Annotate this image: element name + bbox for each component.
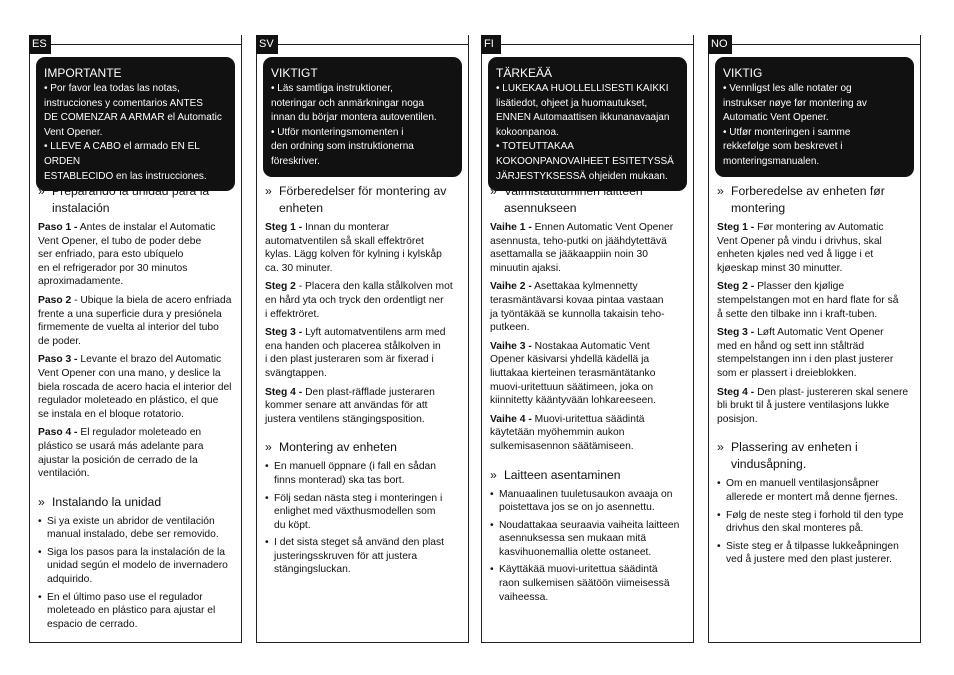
chevron-right-icon: » <box>717 184 724 198</box>
notice-line: • Läs samtliga instruktioner, <box>271 83 393 94</box>
step-paragraph: Steg 1 - Innan du monterar automatventilen så skall effektröret kylas. Lägg kolven för kylning i kylskåp ca. 30 minuter. <box>265 222 442 274</box>
chevron-right-icon: » <box>265 184 272 198</box>
step-paragraph: Vaihe 2 - Asettakaa kylmennetty terasmäntävarsi kovaa pintaa vastaan ja työntäkää se kunnolla takaisin teho- putkeen. <box>490 281 665 334</box>
notice-title: VIKTIG <box>723 66 763 80</box>
bullet-item: • Siste steg er å tilpasse lukkeåpningen ved å justere med den plast justerer. <box>717 540 899 566</box>
column-es <box>29 35 242 643</box>
language-tag: FI <box>481 35 501 54</box>
bullet-item: • Käyttäkää muovi-uritettua säädintä raon sulkemisen säätöön viimeisessä vaiheessa. <box>490 564 670 603</box>
step-paragraph: Paso 1 - Antes de instalar el Automatic Vent Opener, el tubo de poder debe ser enfriado, para esto ubíquelo en el refrigerador por 30 minutos aproximadamente. <box>38 222 216 288</box>
notice-line: innan du börjar montera autoventilen. <box>271 112 437 124</box>
bullet-item: • Om en manuell ventilasjonsåpner allerede er montert må denne fjernes. <box>717 478 898 503</box>
chevron-right-icon: » <box>717 440 724 455</box>
step-paragraph: Steg 3 - Løft Automatic Vent Opener med en hånd og sett inn stålträd stempelstangen inn i den plast justerer som er plassert i dreieblokken. <box>717 327 894 379</box>
section-heading: » Laitteen asentaminen <box>490 467 621 482</box>
notice-line: lisätiedot, ohjeet ja huomautukset, <box>496 97 648 109</box>
notice-line: JÄRJESTYKSESSÄ ohjeiden mukaan. <box>496 170 668 182</box>
section-heading: » Preparando la unidad para la instalación <box>38 184 210 215</box>
notice-line: • Por favor lea todas las notas, <box>44 83 180 94</box>
notice-title: VIKTIGT <box>271 66 318 80</box>
bullet-item: • En manuell öppnare (i fall en sådan finns monterad) ska tas bort. <box>265 461 436 486</box>
notice-line: monteringsmanualen. <box>723 155 820 167</box>
notice-line: noteringar och anmärkningar noga <box>271 97 424 109</box>
important-notice <box>36 57 235 191</box>
notice-line: ENNEN Automaattisen ikkunanavaajan <box>496 112 670 124</box>
notice-line: • LUKEKAA HUOLLELLISESTI KAIKKI <box>496 83 669 94</box>
step-paragraph: Vaihe 3 - Nostakaa Automatic Vent Opener käsivarsi yhdellä kädellä ja liuttakaa kierteinen terasmäntätanko muovi-uritettuun säätimeen, joka on kiinnitetty kääntyvään lohkareeseen. <box>490 340 656 407</box>
column-body <box>717 183 914 571</box>
notice-line: rekkefølge som beskrevet i <box>723 141 843 153</box>
chevron-right-icon: » <box>490 184 497 198</box>
section-heading: » Förberedelser för montering av enheten <box>265 184 447 215</box>
chevron-right-icon: » <box>38 184 45 198</box>
bullet-item: • En el último paso use el regulador moleteado en plástico para ajustar el espacio de cerrado. <box>38 591 216 630</box>
language-tag: ES <box>29 35 51 54</box>
language-tag: NO <box>708 35 732 54</box>
step-paragraph: Steg 3 - Lyft automatventilens arm med ena handen och placerea stålkolven in i den plast justeraren som är fixerad i svängtappen. <box>265 327 446 379</box>
bullet-item: • I det sista steget så använd den plast justeringsskruven för att justera stängingsluckan. <box>265 537 445 576</box>
notice-line: instrukser nøye før montering av <box>723 97 867 109</box>
bullet-item: • Följ sedan nästa steg i monteringen i enlighet med växthusmodellen som du köpt. <box>265 492 443 531</box>
column-no <box>708 35 921 643</box>
step-paragraph: Steg 4 - Den plast-räfflade justeraren kommer senare att användas för att justera ventilens stängingsposition. <box>265 386 435 425</box>
notice-line: • Vennligst les alle notater og <box>723 83 852 94</box>
notice-line: Vent Opener. <box>44 126 103 138</box>
important-notice <box>715 57 914 177</box>
chevron-right-icon: » <box>38 494 45 509</box>
step-paragraph: Steg 4 - Den plast- justereren skal senere bli brukt til å justere ventilasjons lukke posisjon. <box>717 386 909 425</box>
section-heading: » Valmistautuminen laitteen asennukseen <box>490 184 643 215</box>
notice-line: föreskriver. <box>271 155 320 167</box>
notice-line: DE COMENZAR A ARMAR el Automatic <box>44 112 222 124</box>
notice-line: • Utfør monteringen i samme <box>723 126 851 138</box>
important-notice <box>488 57 687 191</box>
column-fi <box>481 35 694 643</box>
language-tag: SV <box>256 35 278 54</box>
notice-line: den ordning som instruktionerna <box>271 141 414 153</box>
bullet-item: • Siga los pasos para la instalación de la unidad según el modelo de invernadero adquirido. <box>38 546 228 586</box>
step-paragraph: Steg 2 - Plasser den kjølige stempelstangen mot en hard flate for så å sette den tilbake inn i kraft-tuben. <box>717 281 899 320</box>
section-heading: » Montering av enheten <box>265 440 397 455</box>
notice-line: ESTABLECIDO en las instrucciones. <box>44 170 207 182</box>
column-body <box>490 183 687 608</box>
chevron-right-icon: » <box>490 467 497 482</box>
important-notice <box>263 57 462 177</box>
bullet-item: • Følg de neste steg i forhold til den type drivhus den skal monteres på. <box>717 509 904 535</box>
chevron-right-icon: » <box>265 440 272 455</box>
step-paragraph: Paso 4 - El regulador moleteado en plástico se usará más adelante para ajustar la posición de cerrado de la ventilación. <box>38 427 204 480</box>
notice-title: IMPORTANTE <box>44 66 122 80</box>
bullet-item: • Noudattakaa seuraavia vaiheita laitteen asennuksessa sen mukaan mitä kasvihuonemallia olette ostaneet. <box>490 519 680 558</box>
notice-line: kokoonpanoa. <box>496 126 559 138</box>
step-paragraph: Steg 2 - Placera den kalla stålkolven mot en hård yta och tryck den ordentligt ner i effektröret. <box>265 281 453 320</box>
notice-title: TÄRKEÄÄ <box>496 66 553 80</box>
notice-line: • Utför monteringsmomenten i <box>271 126 404 138</box>
column-body <box>265 183 462 581</box>
step-paragraph: Paso 2 - Ubique la biela de acero enfriada frente a una superficie dura y presiónela firmemente de vuelta al interior del tubo de poder. <box>38 294 232 347</box>
section-heading: » Instalando la unidad <box>38 494 162 509</box>
section-heading: » Forberedelse av enheten før montering <box>717 184 885 215</box>
column-body <box>38 183 235 635</box>
step-paragraph: Vaihe 1 - Ennen Automatic Vent Opener asennusta, teho-putki on jäähdytettävä asettamalla se jääkaappiin noin 30 minuutin ajaksi. <box>490 222 674 274</box>
step-paragraph: Paso 3 - Levante el brazo del Automatic Vent Opener con una mano, y deslice la biela roscada de acero hacia el interior del regulador moleteado en plástico, el que se instala en el bloque rotatorio. <box>38 354 232 420</box>
step-paragraph: Vaihe 4 - Muovi-uritettua säädintä käytetään myöhemmin aukon sulkemisasennon säätämiseen. <box>490 413 645 452</box>
notice-line: • TOTEUTTAKAA <box>496 141 574 153</box>
notice-line: instrucciones y comentarios ANTES <box>44 97 203 109</box>
bullet-item: • Manuaalinen tuuletusaukon avaaja on poistettava jos se on jo asennettu. <box>490 488 673 514</box>
notice-line: Automatic Vent Opener. <box>723 112 829 124</box>
notice-line: • LLEVE A CABO el armado EN EL ORDEN <box>44 141 200 167</box>
bullet-item: • Si ya existe un abridor de ventilación manual instalado, debe ser removido. <box>38 515 219 541</box>
section-heading: » Plassering av enheten i vindusåpning. <box>717 440 858 472</box>
column-sv <box>256 35 469 643</box>
step-paragraph: Steg 1 - Før montering av Automatic Vent Opener på vindu i drivhus, skal enheten kjøles ned ved å ligge i et kjøeskap minst 30 minutter. <box>717 222 884 274</box>
notice-line: KOKOONPANOVAIHEET ESITETYSSÄ <box>496 155 674 167</box>
